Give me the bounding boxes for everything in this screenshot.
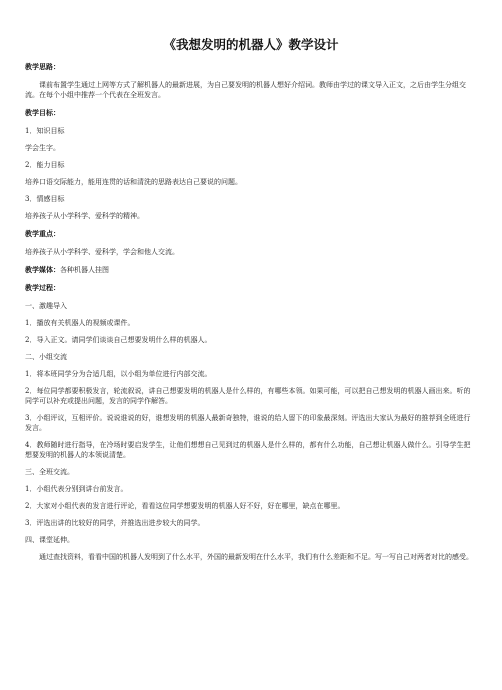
part-1-item-1: 1．播放有关机器人的视频或课件。 — [25, 319, 135, 327]
part-3-item-1: 1．小组代表分别到讲台前发言。 — [25, 485, 128, 493]
part-3-item-2: 2．大家对小组代表的发言进行评论，看看这位同学想要发明的机器人好不好，好在哪里，缺点在哪里。 — [25, 502, 345, 510]
part-2-item-2: 2．每位同学都要积极发言，轮流叙说，讲自己想要发明的机器人是什么样的，有哪些本领。如果可能，可以把自己想发明的机器人画出来。听的同学可以补充或提出问题，发言的同学作解答。 — [25, 387, 471, 405]
teaching-media-heading: 教学媒体： — [25, 266, 60, 274]
part-1-title: 一、激趣导入 — [25, 302, 67, 310]
part-3-title: 三、全班交流。 — [25, 468, 74, 476]
part-2-item-3: 3．小组评议，互相评价。说说谁说的好，谁想发明的机器人最新奇独特，谁说的给人留下的印象最深刻。评选出大家认为最好的推荐到全班进行发言。 — [25, 414, 471, 432]
part-4-title: 四、课堂延伸。 — [25, 536, 74, 544]
teaching-media-line — [25, 265, 477, 275]
teaching-goals-heading: 教学目标： — [25, 109, 60, 117]
teaching-process-heading: 教学过程： — [25, 284, 60, 292]
goal-2-title: 2．能力目标 — [25, 161, 65, 169]
teaching-idea-heading: 教学思路： — [25, 63, 60, 71]
part-2-item-1: 1．将本班同学分为合适几组，以小组为单位进行内部交流。 — [25, 370, 212, 378]
teaching-focus-text: 培养孩子从小学科学、爱科学，学会和他人交流。 — [25, 248, 179, 256]
part-3-item-3: 3．评选出讲的比较好的同学，并推选出进步较大的同学。 — [25, 519, 205, 527]
goal-3-text: 培养孩子从小学科学、爱科学的精神。 — [25, 212, 144, 220]
part-2-title: 二、小组交流 — [25, 353, 67, 361]
document-body — [25, 62, 477, 570]
teaching-focus-heading: 教学重点： — [25, 230, 60, 238]
teaching-idea-text: 课前布置学生通过上网等方式了解机器人的最新进展，为自己要发明的机器人想好介绍词。教师由学过的课文导入正文，之后由学生分组交流。在每个小组中推荐一个代表在全班发言。 — [25, 81, 466, 99]
document-title: 《我想发明的机器人》教学设计 — [163, 37, 339, 52]
goal-3-title: 3．情感目标 — [25, 195, 65, 203]
part-2-item-4: 4．教师随时进行指导，在冷场时要启发学生，让他们想想自己见到过的机器人是什么样的，都有什么功能，自己想让机器人做什么。引导学生把想要发明的机器人的本领说清楚。 — [25, 441, 471, 459]
part-4-text: 通过查找资料，看看中国的机器人发明到了什么水平，外国的最新发明在什么水平，我们有什么差距和不足。写一写自己对两者对比的感受。 — [39, 553, 473, 561]
teaching-media-text: 各种机器人挂图 — [60, 266, 109, 274]
part-1-item-2: 2．导入正文。请同学们谈谈自己想要发明什么样的机器人。 — [25, 336, 212, 344]
goal-1-text: 学会生字。 — [25, 144, 60, 152]
goal-1-title: 1．知识目标 — [25, 127, 65, 135]
goal-2-text: 培养口语交际能力，能用连贯的话和清洗的思路表达自己要说的问题。 — [25, 178, 242, 186]
